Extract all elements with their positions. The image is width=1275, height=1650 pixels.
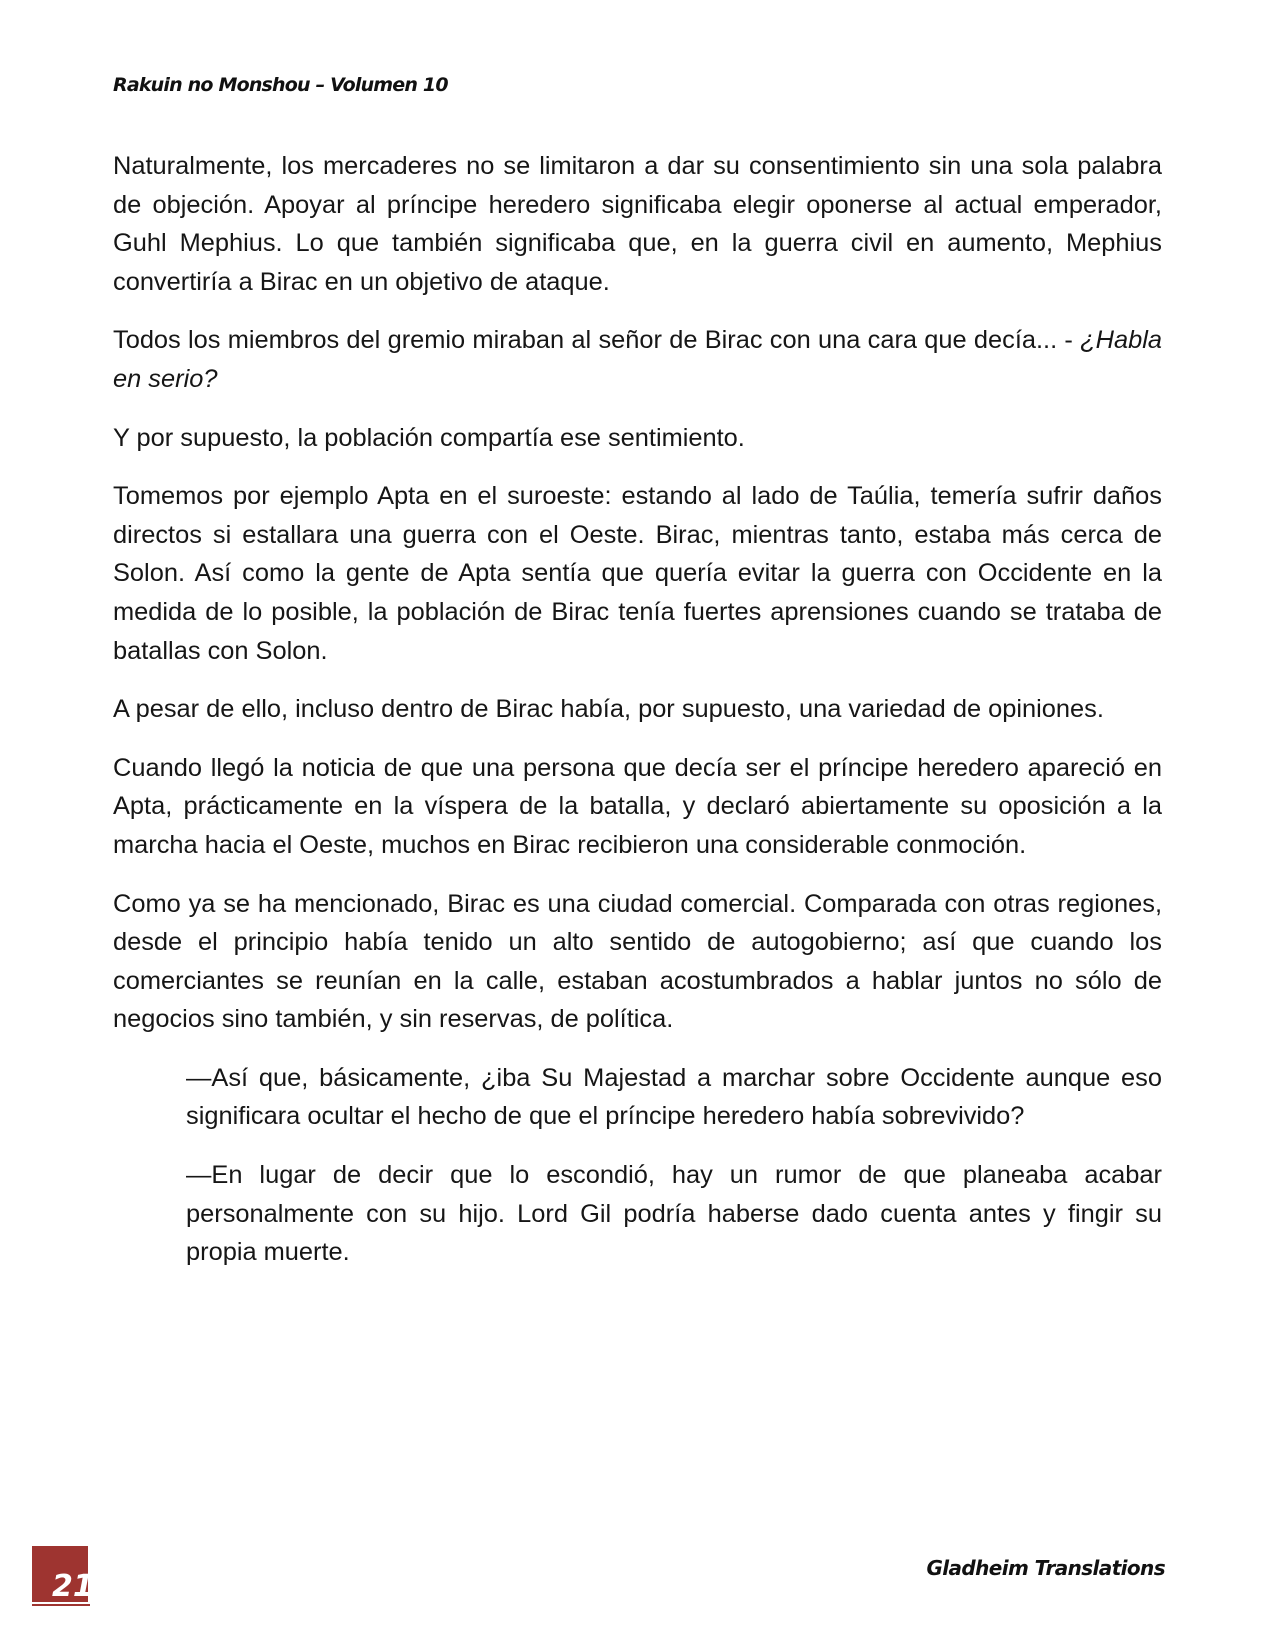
running-header-title: Rakuin no Monshou – Volumen 10 — [113, 74, 448, 96]
paragraph-5: A pesar de ello, incluso dentro de Birac había, por supuesto, una variedad de opiniones. — [113, 695, 1104, 724]
paragraph-2-text: Todos los miembros del gremio miraban al señor de Birac con una cara que decía... - — [113, 326, 1081, 355]
page-number-underline — [32, 1604, 90, 1606]
paragraph-2 — [113, 321, 1162, 398]
page-body — [113, 147, 1162, 1292]
paragraph-6: Cuando llegó la noticia de que una persona que decía ser el príncipe heredero apareció en Apta, prácticamente en la víspera de la batalla, y declaró abiertamente su oposición a la marcha hacia el Oeste, muchos en Birac recibieron una considerable conmoción. — [113, 753, 1162, 859]
paragraph-2-italic: ¿Habla en serio? — [113, 326, 1162, 393]
paragraph-4: Tomemos por ejemplo Apta en el suroeste: estando al lado de Taúlia, temería sufrir daños directos si estallara una guerra con el Oeste. Birac, mientras tanto, estaba más cerca de Solon. Así como la gente de Apta sentía que quería evitar la guerra con Occidente en la medida de lo posible, la población de Birac tenía fuertes aprensiones cuando se trataba de batallas con Solon. — [113, 482, 1162, 665]
running-footer-credit: Gladheim Translations — [926, 1556, 1165, 1580]
paragraph-3: Y por supuesto, la población compartía ese sentimiento. — [113, 423, 745, 452]
dialogue-quote-1: —Así que, básicamente, ¿iba Su Majestad a marchar sobre Occidente aunque eso significara ocultar el hecho de que el príncipe heredero había sobrevivido? — [186, 1063, 1162, 1131]
paragraph-1: Naturalmente, los mercaderes no se limitaron a dar su consentimiento sin una sola palabra de objeción. Apoyar al príncipe heredero significaba elegir oponerse al actual emperador, Guhl Mephius. Lo que también significaba que, en la guerra civil en aumento, Mephius convertiría a Birac en un objetivo de ataque. — [113, 152, 1162, 296]
page-number: 21 — [52, 1569, 94, 1604]
dialogue-quote-2: —En lugar de decir que lo escondió, hay un rumor de que planeaba acabar personalmente con su hijo. Lord Gil podría haberse dado cuenta antes y fingir su propia muerte. — [186, 1161, 1162, 1267]
paragraph-7: Como ya se ha mencionado, Birac es una ciudad comercial. Comparada con otras regiones, desde el principio había tenido un alto sentido de autogobierno; así que cuando los comerciantes se reunían en la calle, estaban acostumbrados a hablar juntos no sólo de negocios sino también, y sin reservas, de política. — [113, 889, 1162, 1034]
